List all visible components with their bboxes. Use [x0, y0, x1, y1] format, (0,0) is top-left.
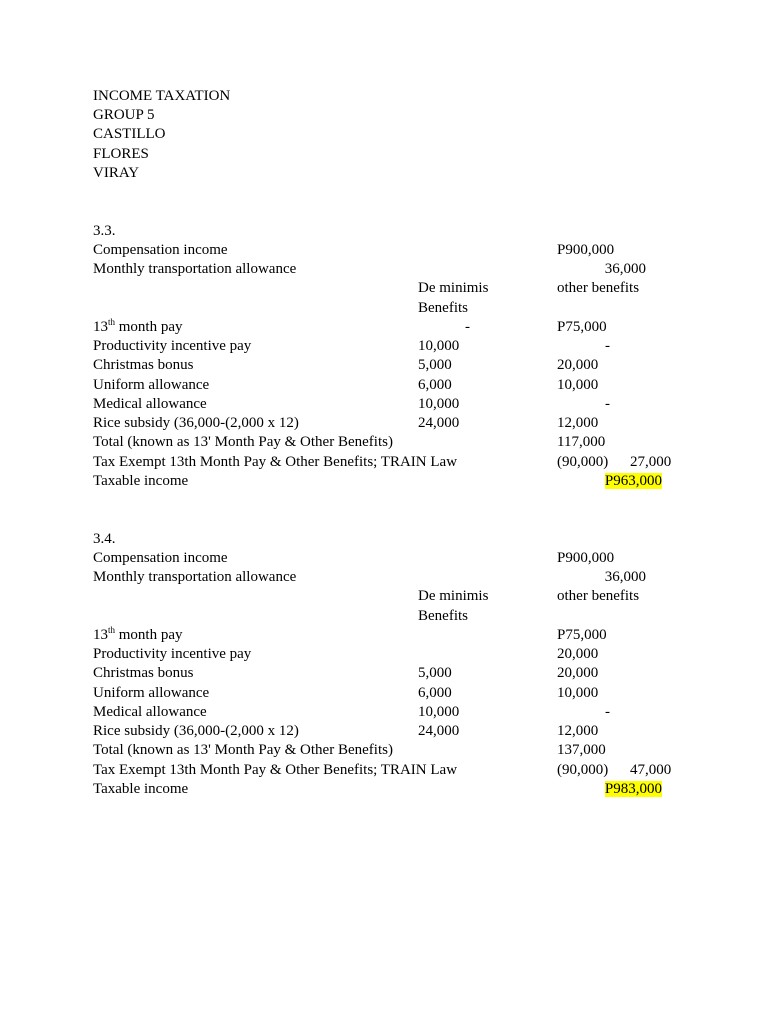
taxable-value	[557, 472, 662, 491]
total-label: Total (known as 13' Month Pay & Other Benefits)	[93, 742, 393, 758]
month13-other: P75,000	[557, 319, 607, 335]
transport-label: Monthly transportation allowance	[93, 569, 297, 585]
section-number: 3.4.	[93, 531, 116, 547]
taxable-label: Taxable income	[93, 781, 189, 797]
exempt-label: Tax Exempt 13th Month Pay & Other Benefits; TRAIN Law	[93, 454, 458, 470]
rice-other: 12,000	[557, 415, 599, 431]
total-other: 117,000	[557, 434, 606, 450]
christmas-other: 20,000	[557, 357, 599, 373]
productivity-de-minimis: 10,000	[418, 338, 460, 354]
header-group: GROUP 5	[93, 107, 155, 123]
transport-value: 36,000	[604, 261, 646, 277]
rice-de-minimis: 24,000	[418, 415, 460, 431]
header-course: INCOME TAXATION	[93, 88, 231, 104]
taxable-label: Taxable income	[93, 473, 189, 489]
header-member-flores: FLORES	[93, 146, 149, 162]
uniform-de-minimis: 6,000	[418, 377, 452, 393]
transport-label: Monthly transportation allowance	[93, 261, 297, 277]
col-header-de-minimis: De minimis	[418, 588, 489, 604]
rice-other: 12,000	[557, 723, 599, 739]
compensation-value: P900,000	[557, 242, 615, 258]
col-header-de-minimis: De minimis	[418, 280, 489, 296]
exempt-label: Tax Exempt 13th Month Pay & Other Benefits; TRAIN Law	[93, 762, 458, 778]
medical-label: Medical allowance	[93, 396, 207, 412]
productivity-label: Productivity incentive pay	[93, 338, 252, 354]
christmas-label: Christmas bonus	[93, 357, 194, 373]
uniform-other: 10,000	[557, 685, 599, 701]
total-other: 137,000	[557, 742, 606, 758]
col-header-other-benefits: other benefits	[557, 588, 640, 604]
month13-label: 13th month pay	[93, 625, 183, 643]
uniform-other: 10,000	[557, 377, 599, 393]
exempt-net: 47,000	[630, 762, 672, 778]
compensation-value: P900,000	[557, 550, 615, 566]
medical-other: -	[605, 396, 610, 412]
medical-de-minimis: 10,000	[418, 704, 460, 720]
total-label: Total (known as 13' Month Pay & Other Benefits)	[93, 434, 393, 450]
section-number: 3.3.	[93, 223, 116, 239]
productivity-label: Productivity incentive pay	[93, 646, 252, 662]
uniform-de-minimis: 6,000	[418, 685, 452, 701]
compensation-label: Compensation income	[93, 550, 228, 566]
medical-label: Medical allowance	[93, 704, 207, 720]
christmas-de-minimis: 5,000	[418, 665, 452, 681]
taxable-value	[557, 780, 662, 799]
productivity-other: 20,000	[557, 646, 599, 662]
uniform-label: Uniform allowance	[93, 377, 210, 393]
christmas-de-minimis: 5,000	[418, 357, 452, 373]
exempt-value: (90,000)	[557, 454, 609, 470]
rice-label: Rice subsidy (36,000-(2,000 x 12)	[93, 415, 299, 431]
col-header-benefits: Benefits	[418, 608, 468, 624]
header-member-viray: VIRAY	[93, 165, 140, 181]
rice-de-minimis: 24,000	[418, 723, 460, 739]
col-header-benefits: Benefits	[418, 300, 468, 316]
month13-other: P75,000	[557, 627, 607, 643]
christmas-other: 20,000	[557, 665, 599, 681]
rice-label: Rice subsidy (36,000-(2,000 x 12)	[93, 723, 299, 739]
col-header-other-benefits: other benefits	[557, 280, 640, 296]
exempt-value: (90,000)	[557, 762, 609, 778]
transport-value: 36,000	[604, 569, 646, 585]
exempt-net: 27,000	[630, 454, 672, 470]
taxable-highlight: P963,000	[604, 473, 662, 489]
taxable-highlight: P983,000	[604, 781, 662, 797]
medical-de-minimis: 10,000	[418, 396, 460, 412]
month13-de-minimis: -	[465, 319, 470, 335]
uniform-label: Uniform allowance	[93, 685, 210, 701]
productivity-other: -	[605, 338, 610, 354]
christmas-label: Christmas bonus	[93, 665, 194, 681]
compensation-label: Compensation income	[93, 242, 228, 258]
month13-label: 13th month pay	[93, 317, 183, 335]
medical-other: -	[605, 704, 610, 720]
header-member-castillo: CASTILLO	[93, 126, 166, 142]
